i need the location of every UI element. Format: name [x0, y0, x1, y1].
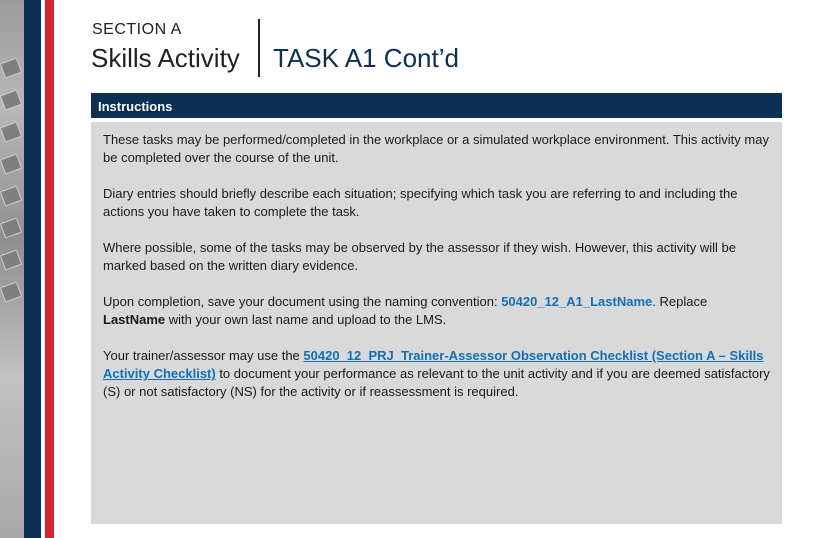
keyboard-photo-decoration	[0, 0, 24, 538]
navy-side-stripe	[24, 0, 41, 538]
keyboard-key-icon	[0, 57, 22, 78]
keyboard-key-icon	[0, 121, 22, 142]
instruction-paragraph-4	[103, 293, 770, 329]
instruction-paragraph-3: Where possible, some of the tasks may be observed by the assessor if they wish. However, this activity will be marked based on the written diary evidence.	[103, 240, 736, 273]
task-title: TASK A1 Cont’d	[273, 43, 459, 73]
p4-text-mid: . Replace	[652, 294, 708, 309]
naming-convention-filename: 50420_12_A1_LastName	[501, 294, 653, 309]
instructions-body	[91, 122, 782, 524]
keyboard-key-icon	[0, 185, 22, 206]
section-label: SECTION A	[92, 21, 182, 38]
activity-title: Skills Activity	[91, 43, 240, 73]
keyboard-key-icon	[0, 249, 22, 270]
instructions-header	[91, 93, 782, 118]
header-divider	[258, 19, 260, 77]
keyboard-key-icon	[0, 89, 22, 110]
instruction-paragraph-2: Diary entries should briefly describe each situation; specifying which task you are referring to and including the actions you have taken to complete the task.	[103, 186, 738, 219]
keyboard-key-icon	[0, 153, 22, 174]
p5-text-before: Your trainer/assessor may use the	[103, 348, 304, 363]
red-side-stripe	[45, 0, 54, 538]
p5-text-after: to document your performance as relevant to the unit activity and if you are deemed satisfactory (S) or not satisfactory (NS) for the activity or if reassessment is required.	[103, 366, 770, 399]
observation-checklist-link[interactable]: 50420_12_PRJ_Trainer-Assessor Observation Checklist (Section A – Skills Activity Checklist)	[103, 348, 764, 381]
instruction-paragraph-5	[103, 347, 770, 401]
keyboard-key-icon	[0, 217, 22, 238]
lastname-keyword: LastName	[103, 312, 166, 327]
keyboard-key-icon	[0, 281, 22, 302]
instructions-heading: Instructions	[98, 99, 173, 114]
p4-text-after: with your own last name and upload to the LMS.	[165, 312, 447, 327]
instruction-paragraph-1: These tasks may be performed/completed in the workplace or a simulated workplace environment. This activity may be completed over the course of the unit.	[103, 132, 769, 165]
p4-text-before: Upon completion, save your document using the naming convention:	[103, 294, 502, 309]
